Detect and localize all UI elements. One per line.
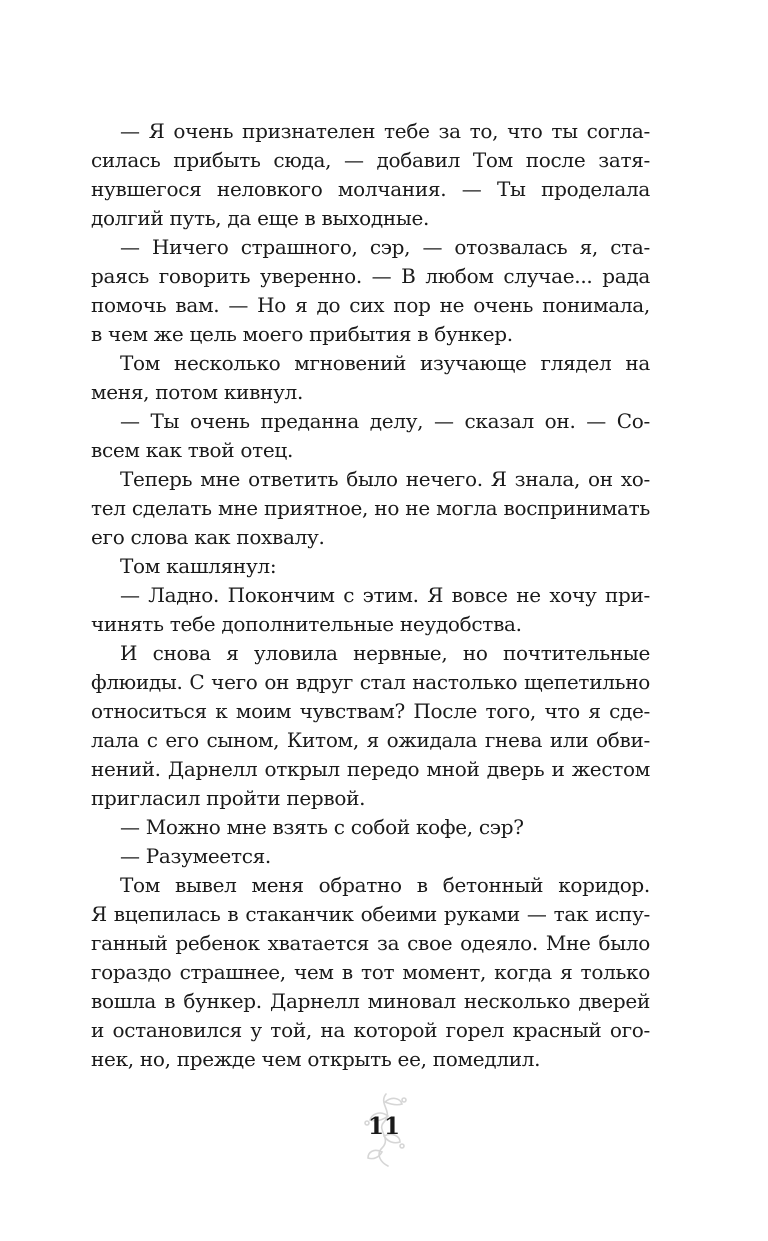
page-folio [334, 1090, 434, 1170]
body-text [91, 117, 650, 1074]
text-line: гораздо страшнее, чем в тот момент, когда я только [91, 960, 650, 984]
text-line: всем как твой отец. [91, 438, 294, 462]
text-line: Том кашлянул: [120, 554, 277, 578]
text-line: Теперь мне ответить было нечего. Я знала, он хо- [120, 467, 650, 491]
text-line: чинять тебе дополнительные неудобства. [91, 612, 522, 636]
text-line: нений. Дарнелл открыл передо мной дверь и жестом [91, 757, 650, 781]
text-line: силась прибыть сюда, — добавил Том после затя- [91, 148, 650, 172]
text-line: — Ничего страшного, сэр, — отозвалась я, ста- [120, 235, 650, 259]
text-line: нек, но, прежде чем открыть ее, помедлил. [91, 1047, 541, 1071]
text-line: — Ты очень преданна делу, — сказал он. — Со- [120, 409, 650, 433]
page-number: 11 [367, 1113, 400, 1140]
text-line: меня, потом кивнул. [91, 380, 303, 404]
text-line: Том вывел меня обратно в бетонный коридор. [120, 873, 650, 897]
text-line: Я вцепилась в стаканчик обеими руками — так испу- [91, 902, 650, 926]
text-line: относиться к моим чувствам? После того, что я сде- [91, 699, 650, 723]
text-line: в чем же цель моего прибытия в бункер. [91, 322, 513, 346]
text-line: пригласил пройти первой. [91, 786, 366, 810]
text-line: помочь вам. — Но я до сих пор не очень понимала, [91, 293, 650, 317]
text-line: раясь говорить уверенно. — В любом случае... рада [91, 264, 650, 288]
text-line: его слова как похвалу. [91, 525, 325, 549]
text-line: — Можно мне взять с собой кофе, сэр? [120, 815, 524, 839]
text-line: лала с его сыном, Китом, я ожидала гнева или обви- [91, 728, 650, 752]
text-line: тел сделать мне приятное, но не могла воспринимать [91, 496, 650, 520]
text-line: вошла в бункер. Дарнелл миновал несколько дверей [91, 989, 650, 1013]
text-line: флюиды. С чего он вдруг стал настолько щепетильно [91, 670, 650, 694]
text-line: нувшегося неловкого молчания. — Ты проделала [91, 177, 650, 201]
text-line: — Разумеется. [120, 844, 271, 868]
text-line: И снова я уловила нервные, но почтительные [120, 641, 650, 665]
text-line: и остановился у той, на которой горел красный ого- [91, 1018, 650, 1042]
text-line: ганный ребенок хватается за свое одеяло. Мне было [91, 931, 650, 955]
text-line: Том несколько мгновений изучающе глядел на [120, 351, 650, 375]
text-line: долгий путь, да еще в выходные. [91, 206, 430, 230]
text-line: — Ладно. Покончим с этим. Я вовсе не хочу при- [120, 583, 650, 607]
text-line: — Я очень признателен тебе за то, что ты согла- [120, 119, 650, 143]
